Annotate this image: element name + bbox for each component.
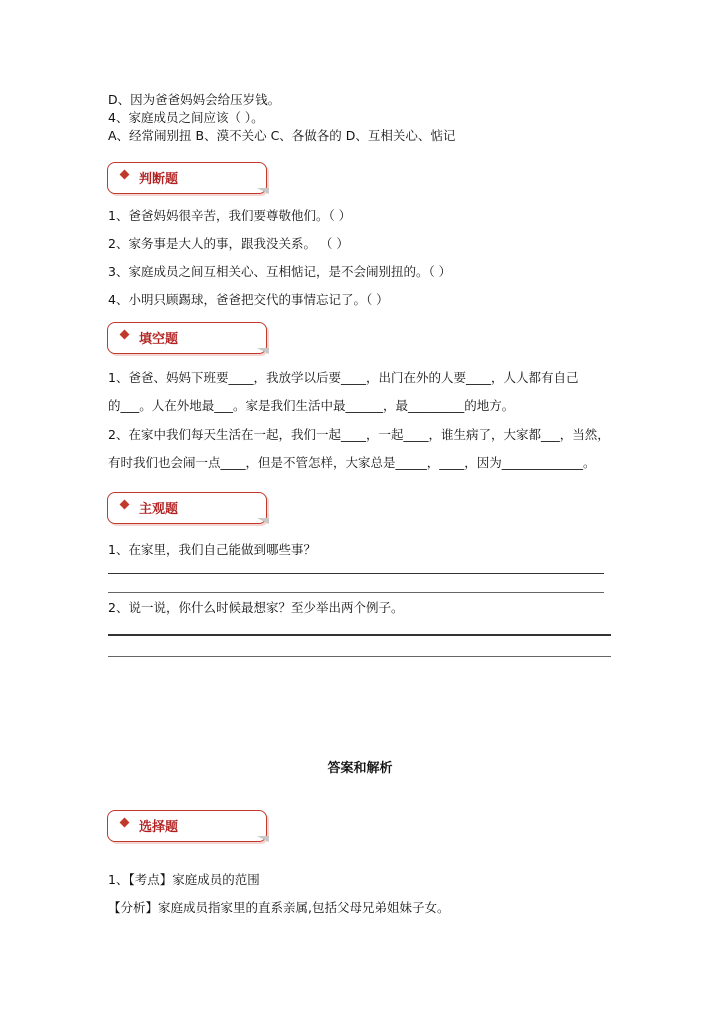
section-header-fill bbox=[107, 322, 267, 350]
answer-line bbox=[108, 634, 611, 636]
section-title: 填空题 bbox=[139, 332, 179, 347]
judge-item-2: 2、家务事是大人的事，跟我没关系。 （ ） bbox=[108, 236, 349, 251]
judge-item-3: 3、家庭成员之间互相关心、互相惦记，是不会闹别扭的。（ ） bbox=[108, 264, 452, 279]
answer-1-point: 1、【考点】家庭成员的范围 bbox=[108, 872, 260, 887]
question-4-text: 4、家庭成员之间应该（ ）。 bbox=[108, 110, 264, 125]
judge-item-4: 4、小明只顾踢球，爸爸把交代的事情忘记了。（ ） bbox=[108, 292, 389, 307]
tab-tail-icon bbox=[257, 836, 269, 842]
fill-item-2-line-2: 有时我们也会闹一点____，但是不管怎样，大家总是_____，____，因为_____________。 bbox=[108, 455, 596, 470]
section-title: 选择题 bbox=[139, 820, 179, 835]
fill-item-2-line-1: 2、在家中我们每天生活在一起，我们一起____，一起____，谁生病了，大家都___，当然， bbox=[108, 427, 610, 442]
answer-section-title: 答案和解析 bbox=[327, 761, 393, 776]
answer-line bbox=[108, 592, 604, 593]
section-header-choice bbox=[107, 810, 267, 838]
section-header-subjective bbox=[107, 492, 267, 520]
section-title: 主观题 bbox=[139, 502, 179, 517]
answer-1-analysis: 【分析】家庭成员指家里的直系亲属,包括父母兄弟姐妹子女。 bbox=[108, 900, 450, 915]
tab-tail-icon bbox=[257, 518, 269, 524]
section-title: 判断题 bbox=[139, 172, 179, 187]
subjective-item-2: 2、说一说，你什么时候最想家？至少举出两个例子。 bbox=[108, 600, 404, 615]
judge-item-1: 1、爸爸妈妈很辛苦，我们要尊敬他们。（ ） bbox=[108, 208, 352, 223]
answer-line bbox=[108, 656, 611, 657]
option-d-text: D、因为爸爸妈妈会给压岁钱。 bbox=[108, 92, 281, 107]
fill-item-1-line-2: 的___。人在外地最___。家是我们生活中最______，最_________的地方。 bbox=[108, 398, 515, 413]
subjective-item-1: 1、在家里，我们自己能做到哪些事？ bbox=[108, 542, 316, 557]
question-4-options: A、经常闹别扭 B、漠不关心 C、各做各的 D、互相关心、惦记 bbox=[108, 128, 456, 143]
tab-tail-icon bbox=[257, 188, 269, 194]
section-header-judge bbox=[107, 162, 267, 190]
answer-line bbox=[108, 573, 604, 574]
tab-tail-icon bbox=[257, 348, 269, 354]
fill-item-1-line-1: 1、爸爸、妈妈下班要____，我放学以后要____，出门在外的人要____，人人都有自己 bbox=[108, 370, 579, 385]
